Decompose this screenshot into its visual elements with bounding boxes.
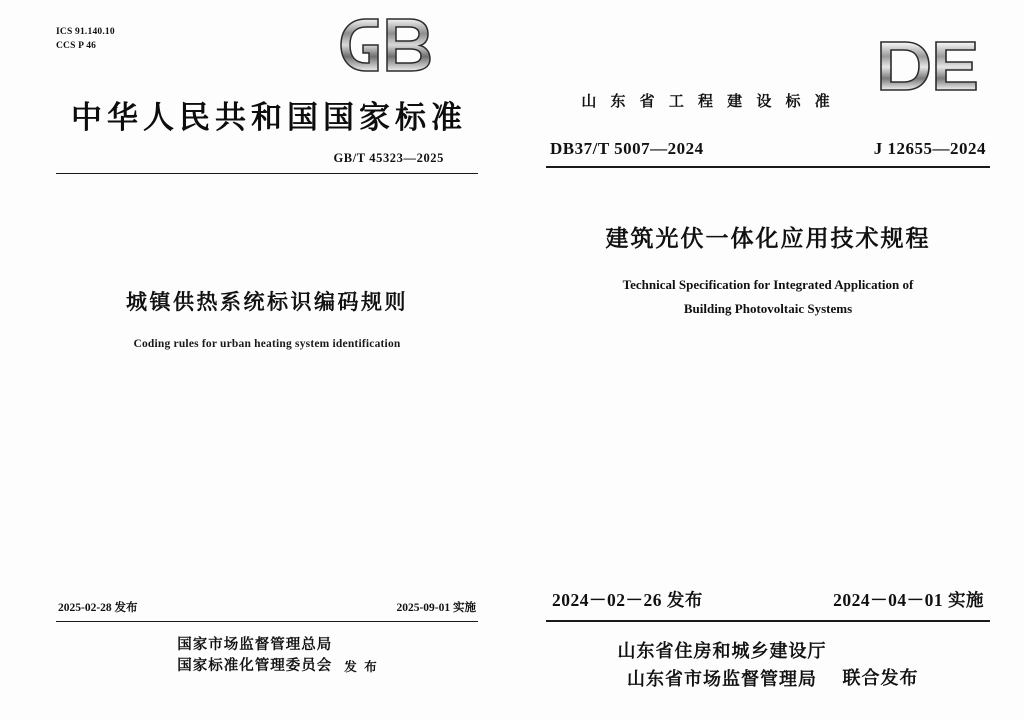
db-english-title xyxy=(546,273,990,321)
gb-emblem-icon xyxy=(335,14,455,76)
db-registration-number: J 12655—2024 xyxy=(873,139,986,158)
db-bottom-rule xyxy=(546,620,990,622)
ccs-code: CCS P 46 xyxy=(56,40,97,51)
db-standard-number: DB37/T 5007—2024 xyxy=(550,139,704,158)
db-date-row xyxy=(546,587,990,620)
db-main-title: 建筑光伏一体化应用技术规程 xyxy=(605,225,931,251)
db-issuer-line-2: 山东省市场监督管理局 xyxy=(627,669,817,690)
db-english-title-line-1: Technical Specification for Integrated Application of xyxy=(622,277,914,292)
gb-main-title: 城镇供热系统标识编码规则 xyxy=(126,290,408,314)
gb-english-title: Coding rules for urban heating system identification xyxy=(133,337,401,350)
ics-code: ICS 91.140.10 xyxy=(56,27,115,37)
gb-issue-word: 发 布 xyxy=(344,660,379,674)
gb-footer xyxy=(56,599,478,679)
db-issuer-block xyxy=(546,638,990,694)
db-issue-word: 联合发布 xyxy=(842,668,919,688)
gb-top-rule xyxy=(56,173,478,174)
db-top-rule xyxy=(546,166,990,168)
gb-issuer-line-2: 国家标准化管理委员会 xyxy=(177,658,333,675)
db-org-title: 山 东 省 工 程 建 设 标 准 xyxy=(581,93,835,110)
gb-date-row xyxy=(56,599,478,621)
gb-cover-title: 中华人民共和国国家标准 xyxy=(71,99,467,135)
db-effective-date: 2024－04－01 实施 xyxy=(833,590,984,611)
gb-bottom-rule xyxy=(56,621,478,622)
gb-issuer-line-1: 国家市场监督管理总局 xyxy=(177,636,333,653)
db-issue-date: 2024－02－26 发布 xyxy=(552,590,703,611)
gb-effective-date: 2025-09-01 实施 xyxy=(396,601,476,614)
db-issuer-names xyxy=(618,638,827,694)
gb-issuer-names xyxy=(177,635,332,679)
db-english-title-line-2: Building Photovoltaic Systems xyxy=(683,301,853,317)
gb-issue-date: 2025-02-28 发布 xyxy=(58,601,138,614)
db-emblem-icon xyxy=(876,38,988,94)
db-number-row xyxy=(546,139,990,159)
db-footer xyxy=(546,587,990,694)
db-issuer-line-1: 山东省住房和城乡建设厅 xyxy=(617,641,827,662)
provincial-standard-cover xyxy=(512,0,1024,720)
gb-standard-number: GB/T 45323—2025 xyxy=(333,150,444,165)
gb-issuer-block xyxy=(56,635,478,679)
